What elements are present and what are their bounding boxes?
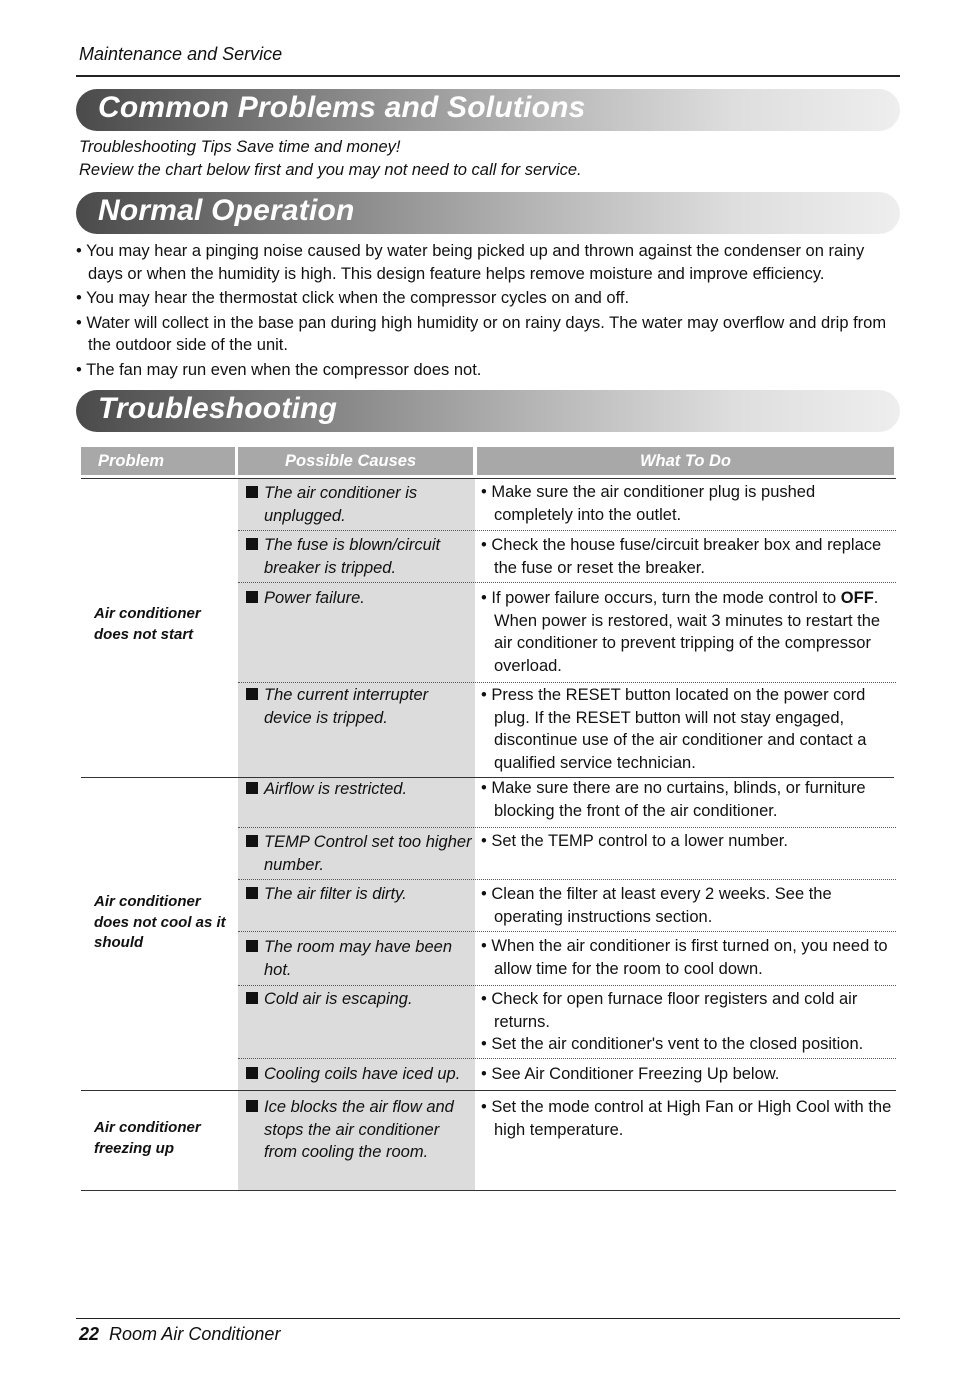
- column-header-todo: What To Do: [477, 447, 894, 475]
- row-divider: [238, 530, 896, 531]
- header-divider: [76, 75, 900, 77]
- square-bullet-icon: [246, 1067, 258, 1079]
- problem-label: Air conditioner freezing up: [94, 1119, 201, 1157]
- square-bullet-icon: [246, 887, 258, 899]
- column-header-causes: Possible Causes: [238, 447, 473, 475]
- section-header: Maintenance and Service: [79, 44, 283, 64]
- cause-item: Airflow is restricted.: [244, 778, 472, 801]
- row-divider: [238, 827, 896, 828]
- todo-item: • Check the house fuse/circuit breaker box and replace the fuse or reset the breaker.: [481, 534, 896, 579]
- intro-line-2: Review the chart below first and you may not need to call for service.: [79, 161, 582, 179]
- row-divider: [238, 931, 896, 932]
- cause-item: The fuse is blown/circuit breaker is tripped.: [244, 534, 472, 579]
- cause-item: The room may have been hot.: [244, 936, 472, 981]
- cause-item: Ice blocks the air flow and stops the air conditioner from cooling the room.: [244, 1096, 472, 1164]
- list-item: • You may hear a pinging noise caused by water being picked up and thrown against the condenser on rainy days or when the humidity is high. This design feature helps remove moisture and improve efficiency.: [76, 240, 900, 285]
- todo-item: • Check for open furnace floor registers and cold air returns. • Set the air conditioner's vent to the closed position.: [481, 988, 896, 1056]
- cause-item: TEMP Control set too higher number.: [244, 831, 472, 876]
- todo-item: • Press the RESET button located on the power cord plug. If the RESET button will not stay engaged, discontinue use of the air conditioner and contact a qualified service technician.: [481, 684, 896, 774]
- banner-normal-operation: [76, 192, 900, 234]
- cause-item: Cold air is escaping.: [244, 988, 472, 1011]
- list-item: • You may hear the thermostat click when the compressor cycles on and off.: [76, 287, 900, 310]
- column-header-problem: Problem: [81, 447, 235, 475]
- square-bullet-icon: [246, 992, 258, 1004]
- footer-title: Room Air Conditioner: [109, 1324, 281, 1344]
- todo-item: • Make sure the air conditioner plug is pushed completely into the outlet.: [481, 481, 896, 526]
- page-number: 22: [79, 1324, 100, 1344]
- square-bullet-icon: [246, 835, 258, 847]
- normal-operation-list: [76, 240, 900, 383]
- row-divider: [238, 985, 896, 986]
- row-divider: [238, 682, 896, 683]
- list-item: • Water will collect in the base pan during high humidity or on rainy days. The water may overflow and drip from the outdoor side of the unit.: [76, 312, 900, 357]
- square-bullet-icon: [246, 688, 258, 700]
- table-rule: [81, 478, 896, 479]
- page-footer: [79, 1324, 280, 1345]
- list-item: • The fan may run even when the compressor does not.: [76, 359, 900, 382]
- cause-item: The current interrupter device is tripped.: [244, 684, 472, 729]
- table-rule: [81, 1190, 896, 1191]
- todo-item: • When the air conditioner is first turned on, you need to allow time for the room to cool down.: [481, 935, 896, 980]
- banner-common-problems: [76, 89, 900, 131]
- row-divider: [238, 582, 896, 583]
- square-bullet-icon: [246, 1100, 258, 1112]
- footer-divider: [76, 1318, 900, 1319]
- cause-item: The air conditioner is unplugged.: [244, 482, 472, 527]
- todo-item: • Set the mode control at High Fan or High Cool with the high temperature.: [481, 1096, 896, 1141]
- todo-item: • Make sure there are no curtains, blinds, or furniture blocking the front of the air conditioner.: [481, 777, 896, 822]
- cause-item: Cooling coils have iced up.: [244, 1063, 472, 1086]
- banner-troubleshooting-title: Troubleshooting: [98, 392, 338, 425]
- square-bullet-icon: [246, 538, 258, 550]
- banner-troubleshooting: [76, 390, 900, 432]
- banner-common-problems-title: Common Problems and Solutions: [98, 91, 586, 124]
- todo-item: • Clean the filter at least every 2 weeks. See the operating instructions section.: [481, 883, 896, 928]
- todo-item: • Set the TEMP control to a lower number.: [481, 830, 896, 853]
- intro-line-1: Troubleshooting Tips Save time and money!: [79, 138, 401, 156]
- square-bullet-icon: [246, 486, 258, 498]
- cause-item: The air filter is dirty.: [244, 883, 472, 906]
- banner-normal-operation-title: Normal Operation: [98, 194, 355, 227]
- cause-item: Power failure.: [244, 587, 472, 610]
- row-divider: [238, 879, 896, 880]
- square-bullet-icon: [246, 591, 258, 603]
- problem-label: Air conditioner does not start: [94, 605, 201, 643]
- table-rule: [81, 1090, 896, 1091]
- row-divider: [238, 1058, 896, 1059]
- square-bullet-icon: [246, 940, 258, 952]
- todo-item: • See Air Conditioner Freezing Up below.: [481, 1063, 896, 1086]
- problem-label: Air conditioner does not cool as it should: [94, 893, 226, 951]
- square-bullet-icon: [246, 782, 258, 794]
- todo-item: • If power failure occurs, turn the mode control to OFF. When power is restored, wait 3 minutes to restart the air conditioner to prevent tripping of the compressor overload.: [481, 587, 896, 677]
